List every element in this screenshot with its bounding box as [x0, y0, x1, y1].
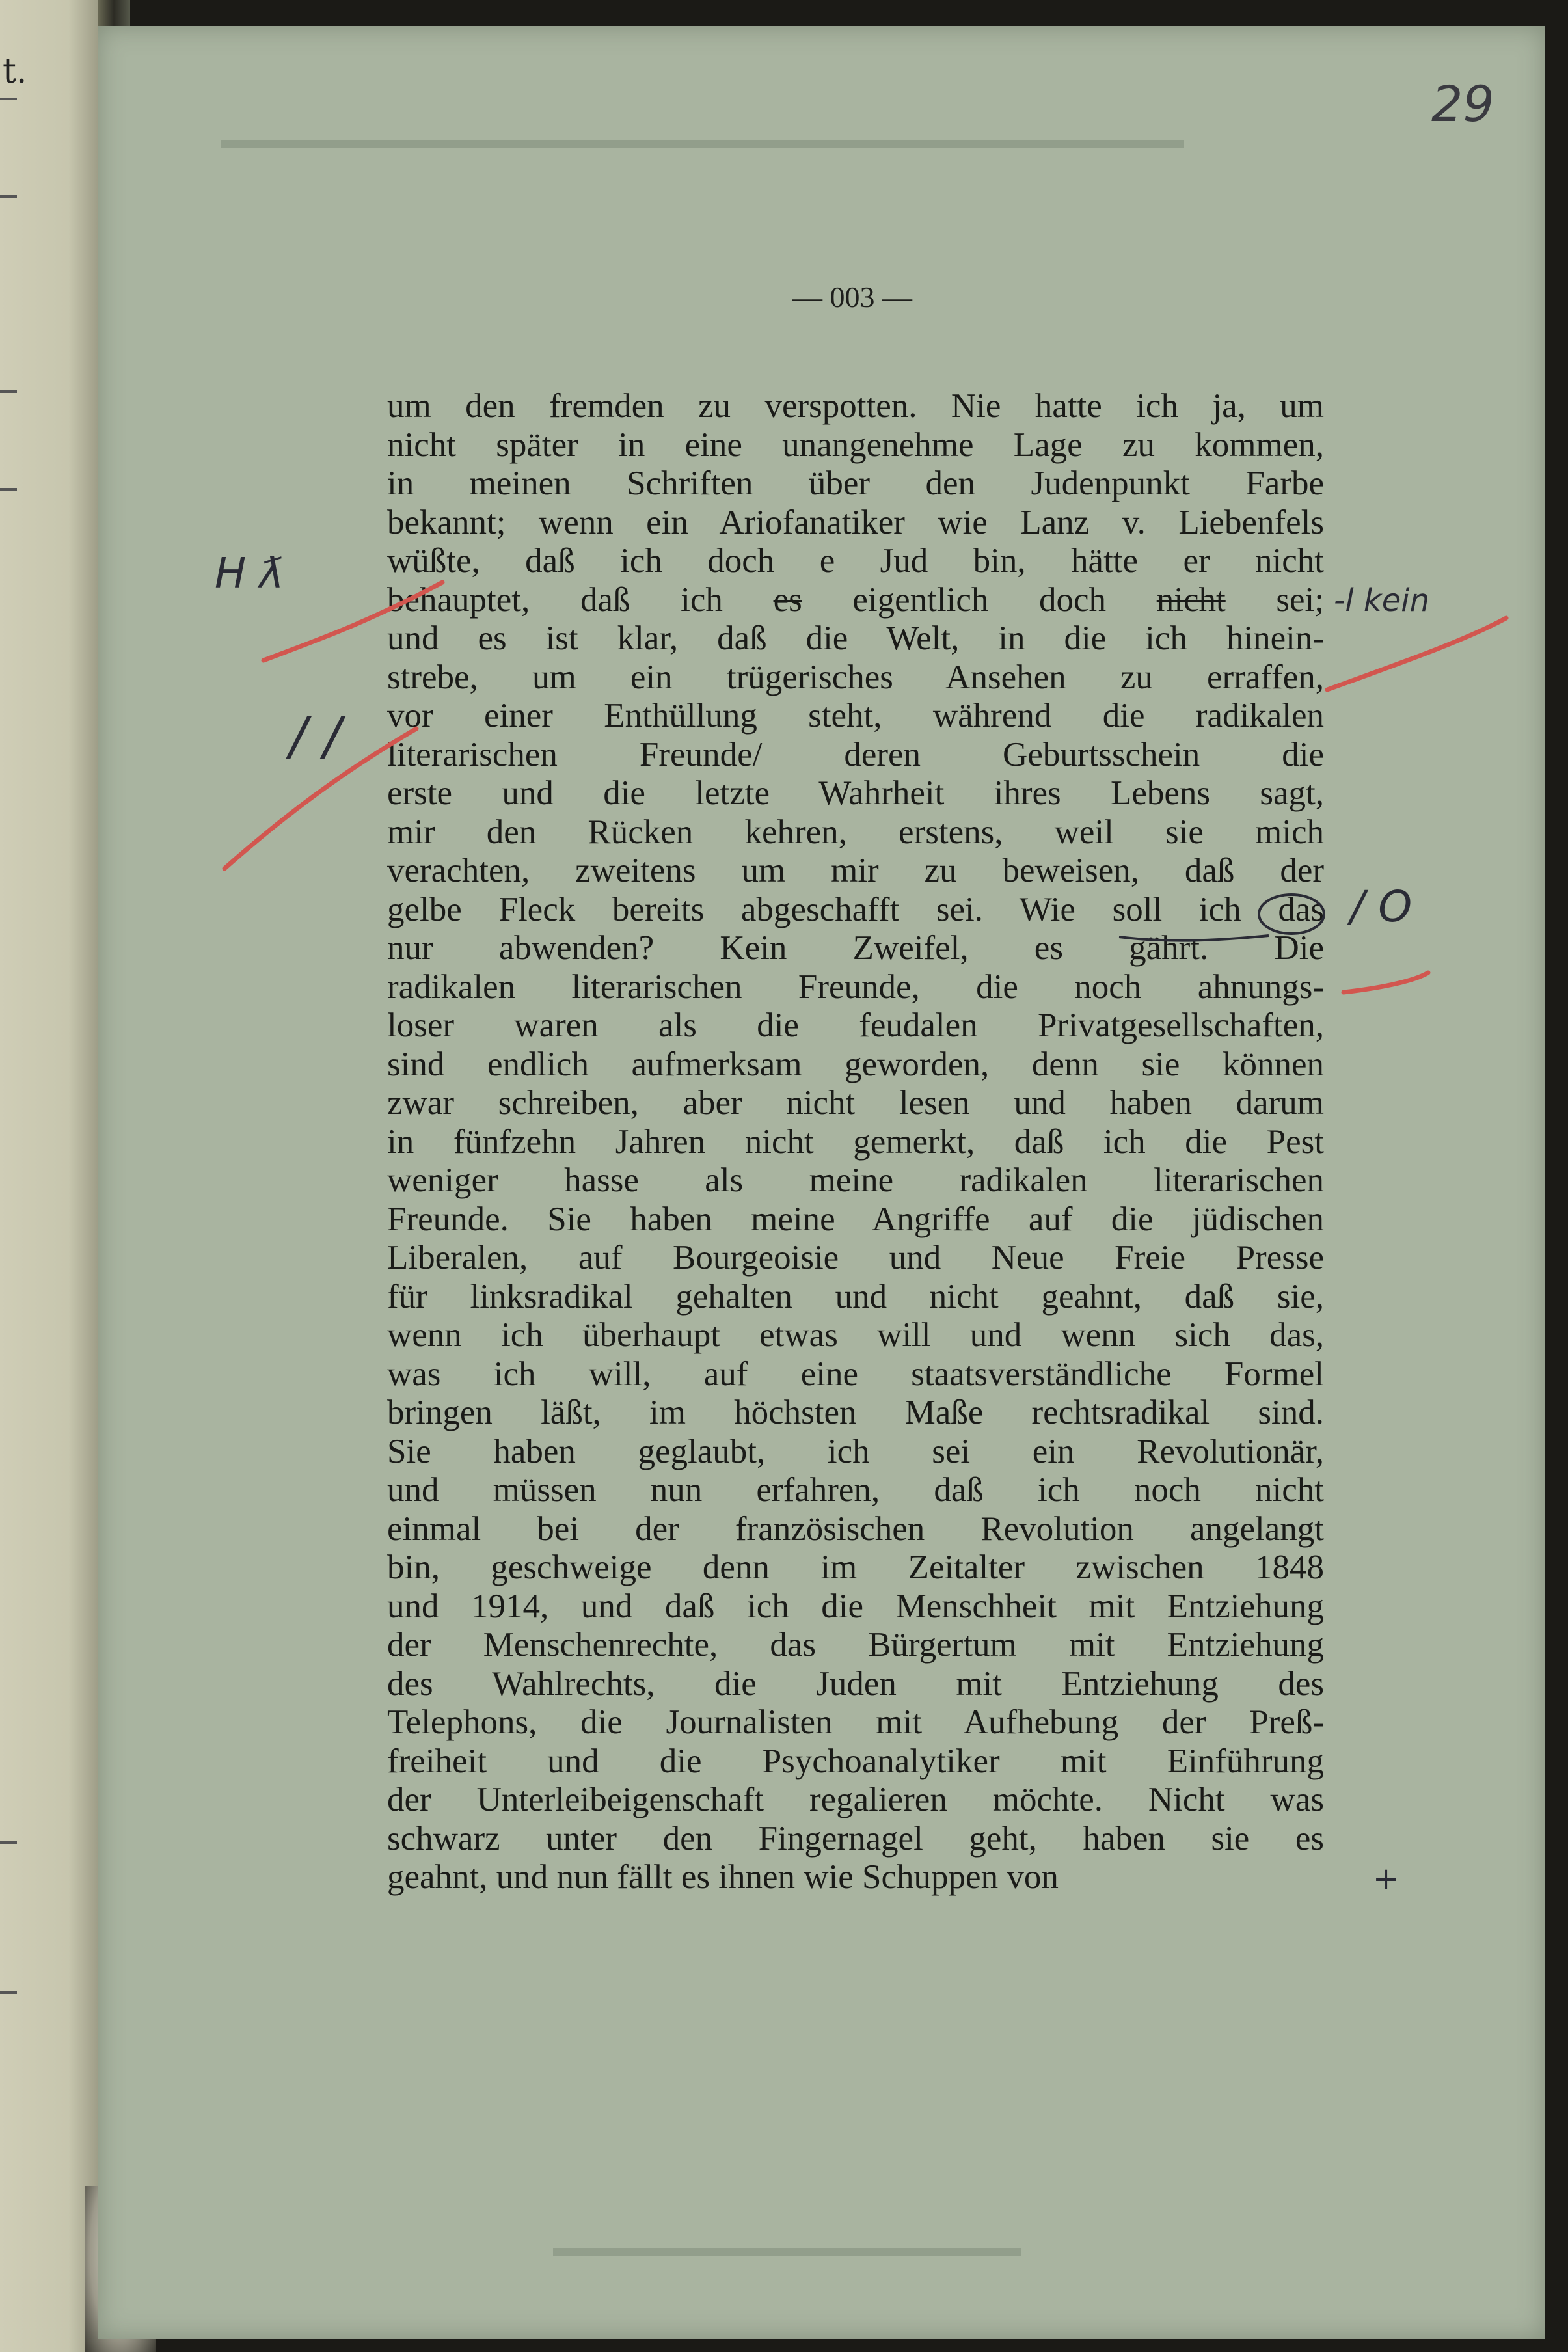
- text-line: der Menschenrechte, das Bürgertum mit Entziehung: [387, 1626, 1324, 1664]
- text-line: sind endlich aufmerksam geworden, denn sie können: [387, 1045, 1324, 1083]
- text-line: geahnt, und nun fällt es ihnen wie Schuppen von: [387, 1858, 1059, 1896]
- red-stroke-right-top: [1327, 618, 1506, 690]
- red-stroke-left-top: [264, 582, 442, 660]
- text-line: in fünfzehn Jahren nicht gemerkt, daß ich die Pest: [387, 1122, 1324, 1161]
- text-line: was ich will, auf eine staatsverständliche Formel: [387, 1355, 1324, 1393]
- margin-note-right-line14: / O: [1350, 882, 1413, 932]
- text-segment: eigentlich doch: [802, 580, 1157, 619]
- text-line: für linksradikal gehalten und nicht geahnt, daß sie,: [387, 1277, 1324, 1316]
- text-line: weniger hasse als meine radikalen literarischen: [387, 1161, 1324, 1199]
- margin-note-left-mid: / /: [290, 706, 342, 766]
- margin-note-right-last: +: [1373, 1861, 1399, 1897]
- text-segment: behauptet, daß ich: [387, 580, 774, 619]
- text-line: Telephons, die Journalisten mit Aufhebung der Preß-: [387, 1703, 1324, 1741]
- text-line: des Wahlrechts, die Juden mit Entziehung des: [387, 1664, 1324, 1703]
- text-line: schwarz unter den Fingernagel geht, haben sie es: [387, 1819, 1324, 1858]
- pencil-page-number: 29: [1431, 75, 1494, 133]
- text-line: der Unterleibeigenschaft regalieren möchte. Nicht was: [387, 1781, 1324, 1818]
- text-line: und 1914, und daß ich die Menschheit mit Entziehung: [387, 1587, 1324, 1625]
- pencil-underline-soll-ich: [1119, 936, 1269, 941]
- text-line: freiheit und die Psychoanalytiker mit Einführung: [387, 1742, 1324, 1780]
- red-stroke-right-mid: [1344, 973, 1428, 992]
- text-line: und müssen nun erfahren, daß ich noch nicht: [387, 1471, 1324, 1509]
- text-line: in meinen Schriften über den Judenpunkt Farbe: [387, 465, 1324, 502]
- text-line: strebe, um ein trügerisches Ansehen zu erraffen,: [387, 658, 1324, 696]
- text-segment: sei;: [1225, 580, 1324, 619]
- margin-note-left-top: H ƛ: [215, 550, 284, 598]
- text-line: bin, geschweige denn im Zeitalter zwischen 1848: [387, 1548, 1324, 1586]
- text-line: um den fremden zu verspotten. Nie hatte ich ja, um: [387, 387, 1324, 425]
- left-page-letter: t.: [3, 52, 27, 91]
- text-line: nicht später in eine unangenehme Lage zu kommen,: [387, 426, 1324, 464]
- text-line: vor einer Enthüllung steht, während die radikalen: [387, 697, 1324, 735]
- text-line: literarischen Freunde/ deren Geburtsschein die: [387, 735, 1324, 774]
- text-line: loser waren als die feudalen Privatgesellschaften,: [387, 1007, 1324, 1044]
- text-line: und es ist klar, daß die Welt, in die ich hinein-: [387, 619, 1324, 657]
- text-line: Freunde. Sie haben meine Angriffe auf die jüdischen: [387, 1200, 1324, 1238]
- text-line: radikalen literarischen Freunde, die noch ahnungs-: [387, 967, 1324, 1006]
- text-line: mir den Rücken kehren, erstens, weil sie mich: [387, 813, 1324, 851]
- show-through-text: ▬▬▬▬▬▬▬▬▬▬▬▬▬▬▬▬▬▬▬▬▬▬▬▬▬▬▬▬▬▬▬▬▬▬▬▬▬: [221, 124, 1184, 154]
- text-line: erste und die letzte Wahrheit ihres Lebens sagt,: [387, 774, 1324, 812]
- text-line: bringen läßt, im höchsten Maße rechtsradikal sind.: [387, 1394, 1324, 1431]
- text-line: wenn ich überhaupt etwas will und wenn sich das,: [387, 1316, 1324, 1354]
- text-line: verachten, zweitens um mir zu beweisen, daß der: [387, 852, 1324, 889]
- text-line: bekannt; wenn ein Ariofanatiker wie Lanz v. Liebenfels: [387, 503, 1324, 541]
- struck-word: es: [773, 580, 802, 619]
- text-line: Liberalen, auf Bourgeoisie und Neue Freie Presse: [387, 1239, 1324, 1277]
- text-line: wüßte, daß ich doch e Jud bin, hätte er nicht: [387, 542, 1324, 580]
- struck-word: nicht: [1156, 580, 1226, 619]
- text-line: zwar schreiben, aber nicht lesen und haben darum: [387, 1084, 1324, 1122]
- text-line: nur abwenden? Kein Zweifel, es gährt. Die: [387, 929, 1324, 967]
- margin-note-right-line6: -l kein: [1334, 582, 1429, 619]
- text-line: einmal bei der französischen Revolution angelangt: [387, 1509, 1324, 1548]
- text-line: Sie haben geglaubt, ich sei ein Revolutionär,: [387, 1432, 1324, 1470]
- text-line: gelbe Fleck bereits abgeschafft sei. Wie soll ich das: [387, 890, 1324, 928]
- show-through-text: ▬▬▬▬▬▬▬▬▬▬▬▬▬▬▬▬▬▬: [553, 2232, 1021, 2262]
- pencil-circle-das: [1259, 895, 1324, 934]
- running-head: — 003 —: [792, 280, 912, 314]
